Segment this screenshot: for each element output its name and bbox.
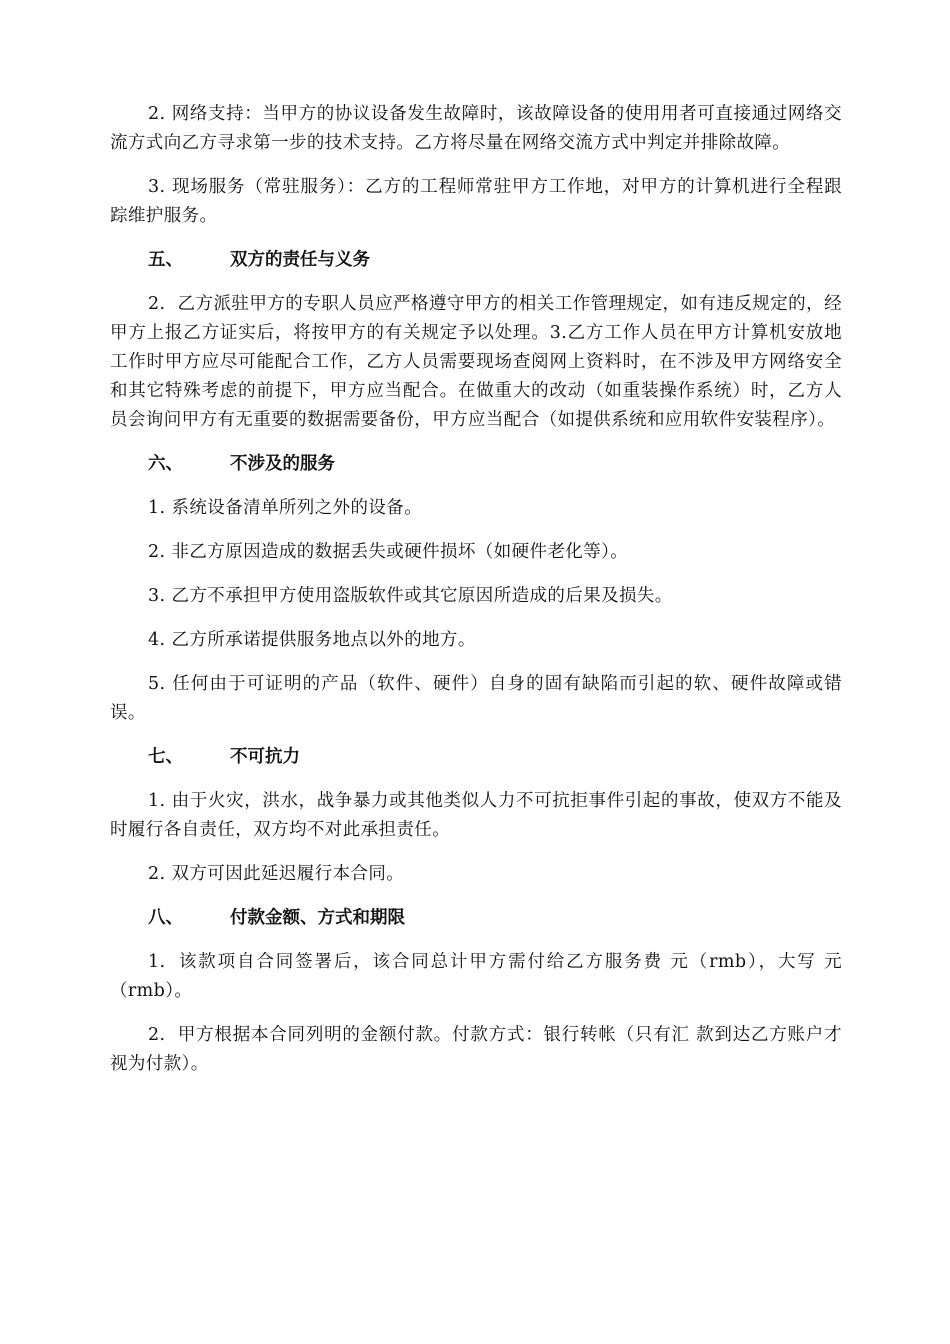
paragraph-text: 现场服务（常驻服务）：乙方的工程师常驻甲方工作地，对甲方的计算机进行全程跟踪维护服务。 <box>110 177 842 226</box>
list-item <box>110 1021 842 1079</box>
section-title: 不可抗力 <box>230 747 300 767</box>
item-number: 1. <box>148 498 166 518</box>
list-item <box>110 582 842 611</box>
paragraph-text: 乙方派驻甲方的专职人员应严格遵守甲方的相关工作管理规定，如有违反规定的，经甲方上报乙方证实后，将按甲方的有关规定予以处理。3.乙方工作人员在甲方计算机安放地工作时甲方应尽可能配合工作，乙方人员需要现场查阅网上资料时，在不涉及甲方网络安全和其它特殊考虑的前提下，甲方应当配合。在做重大的改动（如重装操作系统）时，乙方人员会询问甲方有无重要的数据需要备份，甲方应当配合（如提供系统和应用软件安装程序）。 <box>110 294 842 430</box>
paragraph-text: 该款项自合同签署后，该合同总计甲方需付给乙方服务费 元（rmb），大写 元（rmb）。 <box>110 952 842 1001</box>
item-number: 1. <box>148 791 166 811</box>
paragraph-onsite-service <box>110 173 842 231</box>
paragraph-text: 双方可因此延迟履行本合同。 <box>171 864 405 884</box>
section-number: 八、 <box>148 908 183 928</box>
section-number: 五、 <box>148 250 183 270</box>
paragraph-text: 非乙方原因造成的数据丢失或硬件损坏（如硬件老化等）。 <box>171 542 629 562</box>
item-number: 4. <box>148 630 166 650</box>
paragraph-text: 由于火灾，洪水，战争暴力或其他类似人力不可抗拒事件引起的事故，使双方不能及时履行各自责任，双方均不对此承担责任。 <box>110 791 842 840</box>
item-number: 2. <box>148 294 166 314</box>
section-title: 付款金额、方式和期限 <box>230 908 405 928</box>
item-number: 5. <box>148 674 166 694</box>
paragraph-text: 乙方不承担甲方使用盗版软件或其它原因所造成的后果及损失。 <box>171 586 673 606</box>
list-item <box>110 860 842 889</box>
paragraph-text: 任何由于可证明的产品（软件、硬件）自身的固有缺陷而引起的软、硬件故障或错误。 <box>110 674 842 723</box>
item-number: 2. <box>148 864 166 884</box>
item-number: 3. <box>148 177 166 197</box>
paragraph-text: 乙方所承诺提供服务地点以外的地方。 <box>171 630 476 650</box>
list-item <box>110 626 842 655</box>
list-item <box>110 948 842 1006</box>
item-number: 2. <box>148 104 166 124</box>
section-number: 六、 <box>148 454 183 474</box>
section-heading-5 <box>110 246 842 275</box>
document-page <box>110 100 842 1094</box>
section-title: 不涉及的服务 <box>230 454 335 474</box>
section-title: 双方的责任与义务 <box>230 250 370 270</box>
item-number: 2. <box>148 542 166 562</box>
paragraph-text: 网络支持：当甲方的协议设备发生故障时，该故障设备的使用用者可直接通过网络交流方式向乙方寻求第一步的技术支持。乙方将尽量在网络交流方式中判定并排除故障。 <box>110 104 842 153</box>
list-item <box>110 670 842 728</box>
section-heading-8 <box>110 904 842 933</box>
list-item <box>110 538 842 567</box>
item-number: 2. <box>148 1025 166 1045</box>
paragraph-text: 系统设备清单所列之外的设备。 <box>171 498 423 518</box>
list-item <box>110 494 842 523</box>
item-number: 3. <box>148 586 166 606</box>
item-number: 1. <box>148 952 166 972</box>
paragraph-responsibilities <box>110 290 842 435</box>
section-number: 七、 <box>148 747 183 767</box>
paragraph-text: 甲方根据本合同列明的金额付款。付款方式：银行转帐（只有汇 款到达乙方账户才视为付款）。 <box>110 1025 842 1074</box>
section-heading-7 <box>110 743 842 772</box>
paragraph-network-support <box>110 100 842 158</box>
list-item <box>110 787 842 845</box>
section-heading-6 <box>110 450 842 479</box>
